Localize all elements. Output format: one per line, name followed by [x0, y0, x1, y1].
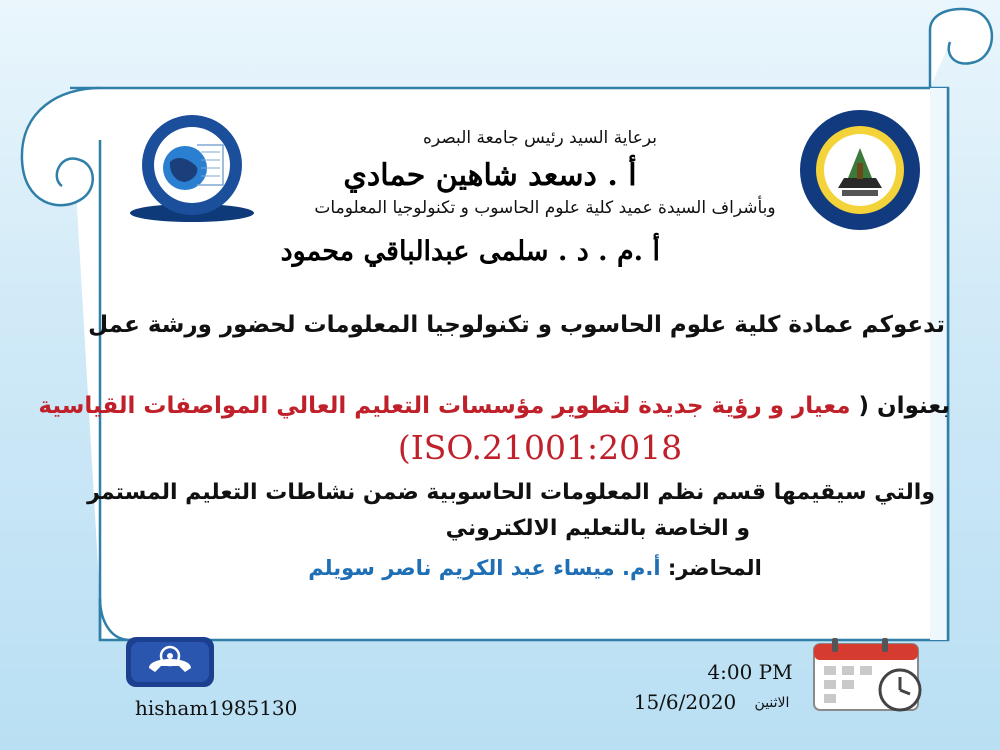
college-of-computer-science-logo	[125, 110, 260, 225]
event-time: 4:00 PM	[707, 660, 793, 684]
university-of-basrah-logo	[798, 108, 923, 233]
lecturer-label: المحاضر:	[667, 556, 762, 580]
phone-icon	[125, 636, 215, 688]
invitation-line: تدعوكم عمادة كلية علوم الحاسوب و تكنولوجيا المعلومات لحضور ورشة عمل	[88, 312, 945, 338]
university-logo	[798, 108, 923, 233]
president-name: أ . دسعد شاهين حمادي	[343, 158, 637, 193]
workshop-title-row	[38, 393, 950, 419]
calendar-icon	[812, 636, 930, 712]
supervision-line: وبأشراف السيدة عميد كلية علوم الحاسوب و تكنولوجيا المعلومات	[314, 198, 776, 218]
college-logo	[125, 110, 260, 225]
title-prefix: بعنوان (	[858, 393, 950, 419]
workshop-title: معيار و رؤية جديدة لتطوير مؤسسات التعليم العالي المواصفات القياسية	[38, 393, 851, 419]
iso-standard: (ISO.21001:2018	[397, 428, 683, 467]
meeting-id: hisham1985130	[135, 696, 298, 720]
organizer-line: والتي سيقيمها قسم نظم المعلومات الحاسوبية ضمن نشاطات التعليم المستمر	[87, 480, 935, 505]
event-date: 15/6/2020	[633, 690, 737, 714]
organizer-line-2: و الخاصة بالتعليم الالكتروني	[445, 516, 750, 541]
patron-line: برعاية السيد رئيس جامعة البصره	[423, 128, 657, 148]
lecturer-row	[300, 556, 770, 580]
event-day: الاثنين	[754, 695, 790, 711]
dean-name: أ .م . د . سلمى عبدالباقي محمود	[280, 236, 660, 267]
lecturer-name: أ.م. ميساء عبد الكريم ناصر سويلم	[308, 556, 661, 580]
